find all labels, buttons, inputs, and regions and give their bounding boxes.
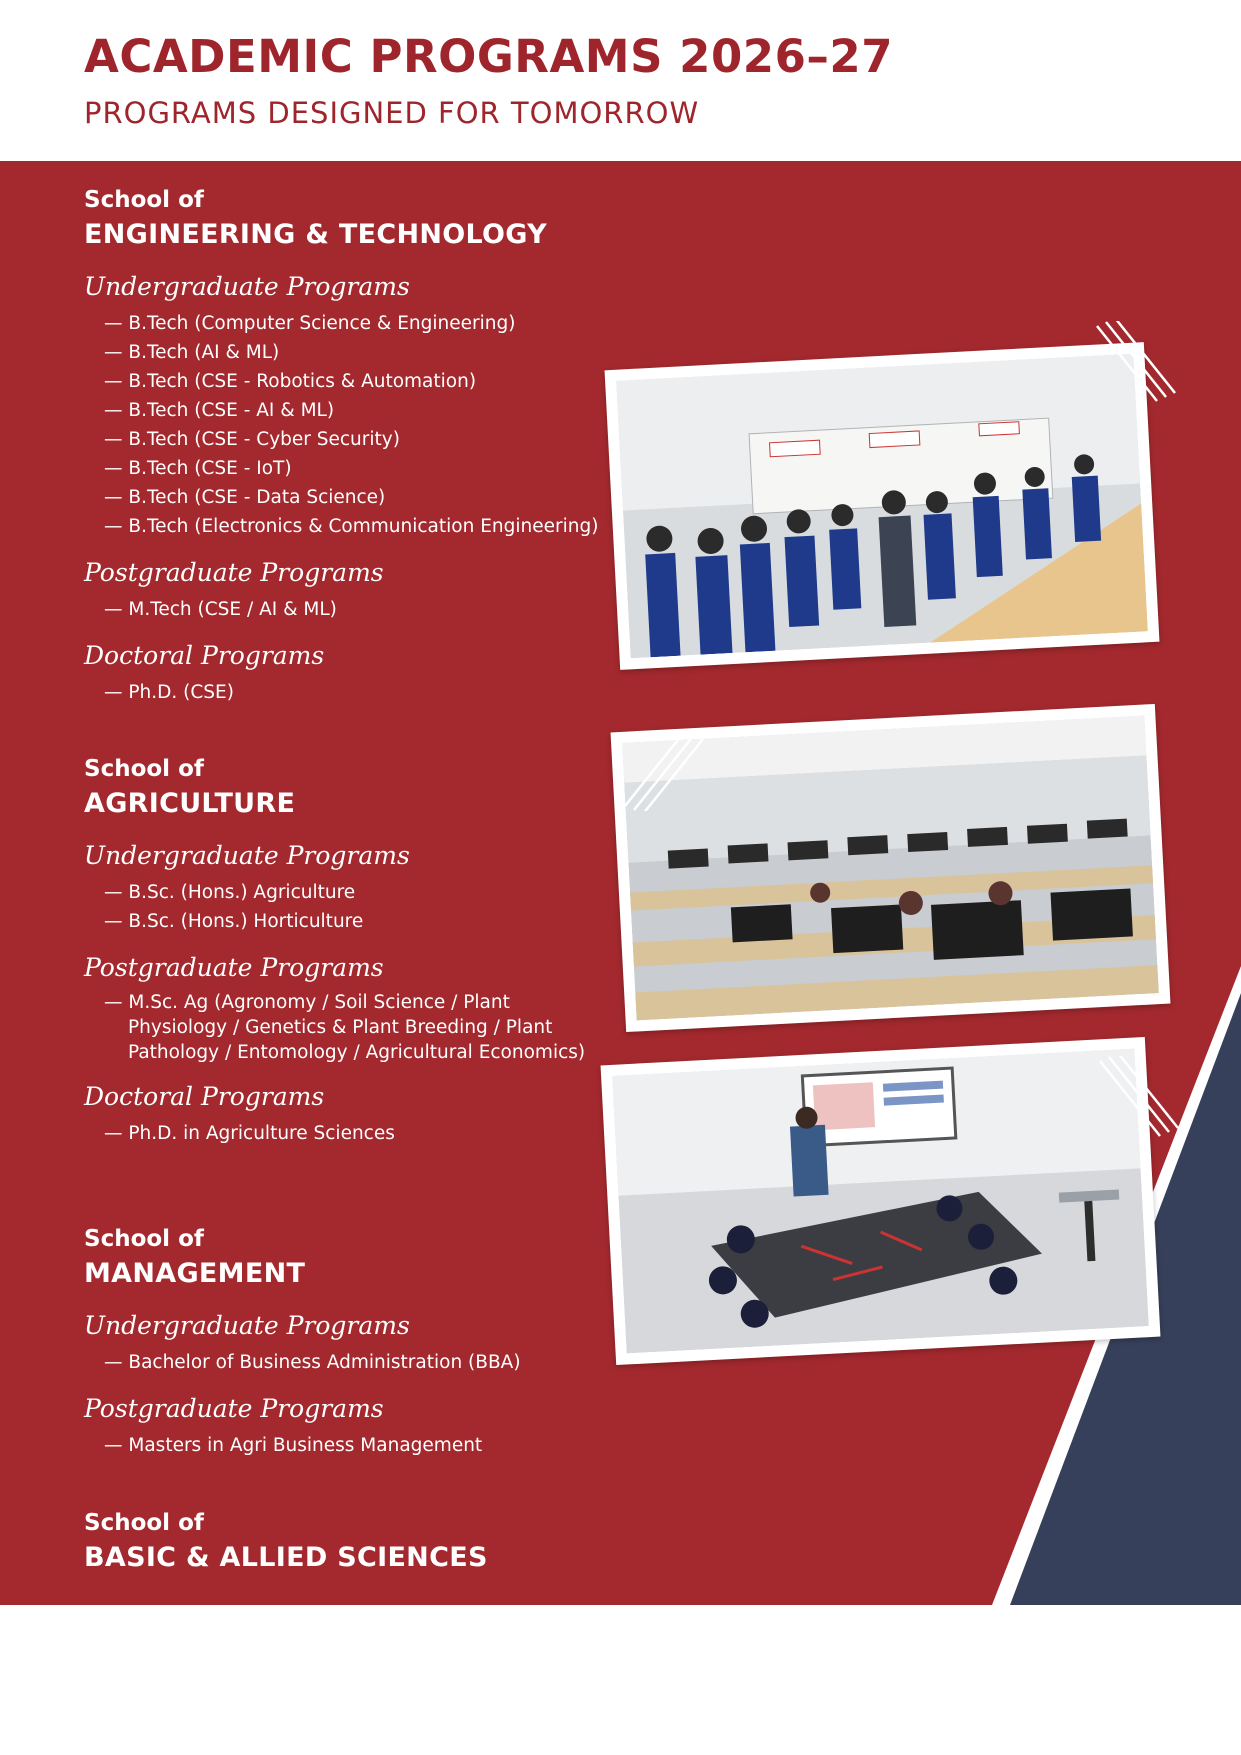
program-item: — M.Sc. Ag (Agronomy / Soil Science / Plant Physiology / Genetics & Plant Breeding / Plant Pathology / Entomology / Agricultural Economics) <box>104 992 586 1063</box>
hatch-lines-icon <box>1092 321 1182 411</box>
group-title: Postgraduate Programs <box>84 1394 384 1423</box>
group-title: Doctoral Programs <box>84 641 325 670</box>
program-item: — M.Tech (CSE / AI & ML) <box>104 599 337 620</box>
program-item: — B.Tech (Electronics & Communication Engineering) <box>104 516 599 537</box>
program-item: — B.Sc. (Hons.) Agriculture <box>104 882 356 903</box>
program-list <box>84 1348 521 1377</box>
group-title: Undergraduate Programs <box>84 1311 410 1340</box>
lab-students-photo <box>605 342 1160 670</box>
school-prefix: School of <box>84 756 204 782</box>
page-subtitle: PROGRAMS DESIGNED FOR TOMORROW <box>84 96 700 130</box>
school-name: MANAGEMENT <box>84 1258 306 1289</box>
program-item: — B.Sc. (Hons.) Horticulture <box>104 911 364 932</box>
program-list <box>84 678 598 707</box>
school-name: BASIC & ALLIED SCIENCES <box>84 1542 488 1573</box>
program-list <box>84 990 598 1065</box>
school-management <box>84 1224 521 1460</box>
group-title: Undergraduate Programs <box>84 841 410 870</box>
school-prefix: School of <box>84 1510 204 1536</box>
drone-workshop-photo <box>601 1037 1161 1365</box>
program-item: — B.Tech (CSE - Robotics & Automation) <box>104 371 477 392</box>
school-engineering <box>84 185 598 707</box>
program-item: — Bachelor of Business Administration (BBA) <box>104 1352 521 1373</box>
program-list <box>84 1119 598 1148</box>
program-item: — B.Tech (AI & ML) <box>104 342 280 363</box>
group-title: Postgraduate Programs <box>84 953 384 982</box>
programs-panel <box>0 161 1241 1605</box>
group-title: Postgraduate Programs <box>84 558 384 587</box>
page-title: ACADEMIC PROGRAMS 2026–27 <box>84 30 894 83</box>
drone-workshop-illustration <box>612 1049 1149 1354</box>
program-list <box>84 309 598 541</box>
program-item: — Ph.D. (CSE) <box>104 682 234 703</box>
program-list <box>84 1431 521 1460</box>
program-item: — B.Tech (CSE - Data Science) <box>104 487 386 508</box>
program-list <box>84 595 598 624</box>
school-prefix: School of <box>84 187 204 213</box>
program-item: — B.Tech (CSE - Cyber Security) <box>104 429 400 450</box>
school-name: ENGINEERING & TECHNOLOGY <box>84 219 548 250</box>
school-name: AGRICULTURE <box>84 788 296 819</box>
group-title: Doctoral Programs <box>84 1082 325 1111</box>
program-item: — Ph.D. in Agriculture Sciences <box>104 1123 395 1144</box>
program-item: — B.Tech (CSE - IoT) <box>104 458 292 479</box>
school-prefix: School of <box>84 1226 204 1252</box>
hatch-lines-icon <box>1095 1056 1185 1146</box>
school-basic-sciences <box>84 1508 488 1578</box>
page-header <box>0 0 1241 160</box>
school-agriculture <box>84 754 598 1148</box>
hatch-lines-icon <box>620 721 710 811</box>
program-item: — B.Tech (Computer Science & Engineering) <box>104 313 516 334</box>
lab-students-illustration <box>616 354 1148 659</box>
program-list <box>84 878 598 936</box>
program-item: — Masters in Agri Business Management <box>104 1435 483 1456</box>
group-title: Undergraduate Programs <box>84 272 410 301</box>
program-item: — B.Tech (CSE - AI & ML) <box>104 400 335 421</box>
